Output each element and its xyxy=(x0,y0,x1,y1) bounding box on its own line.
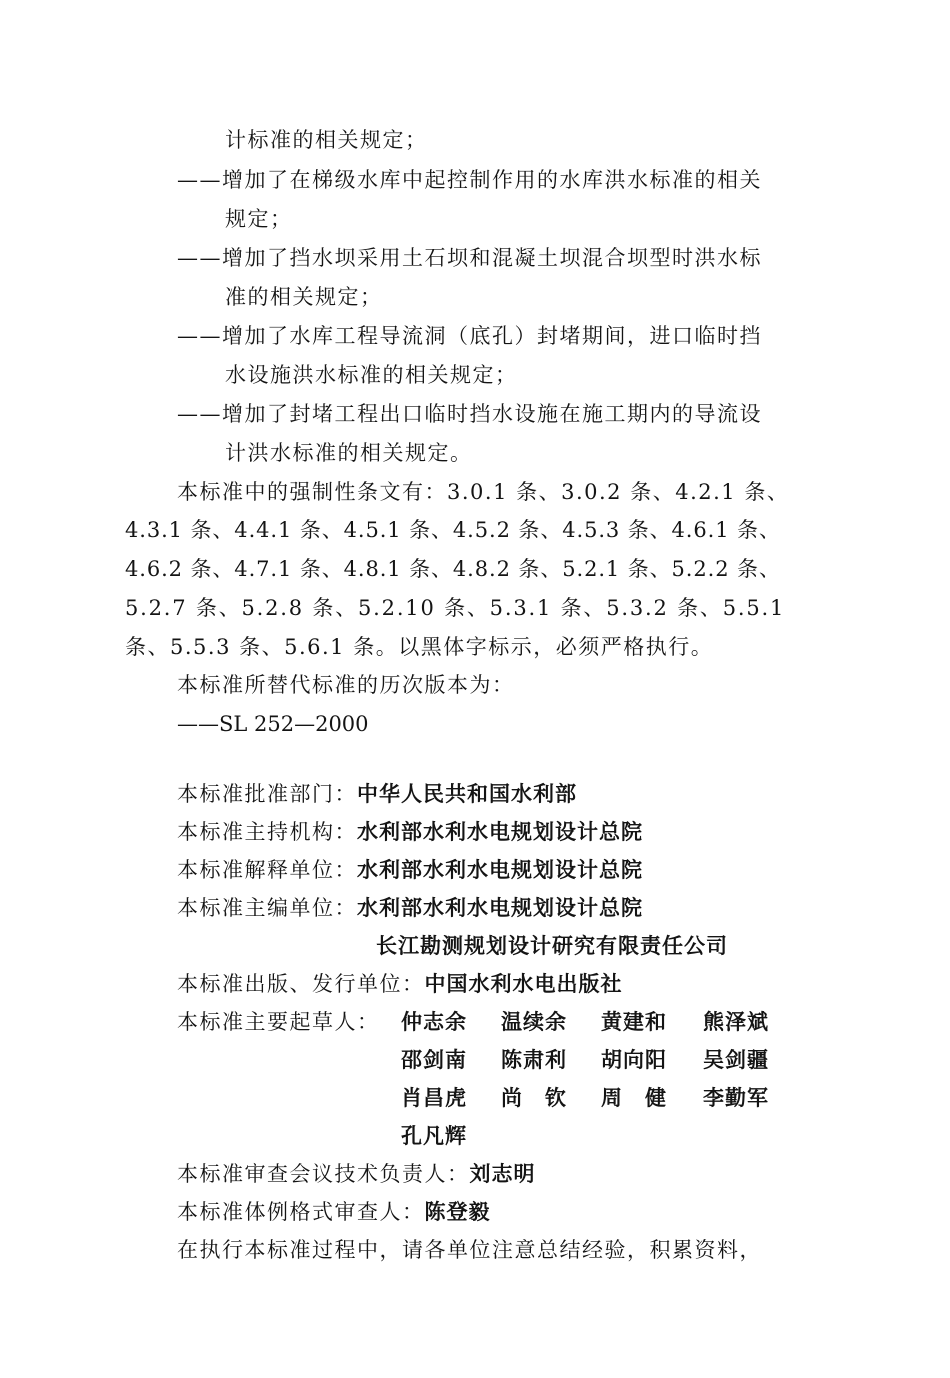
preface-item: ——增加了挡水坝采用土石坝和混凝土坝混合坝型时洪水标 xyxy=(177,246,762,270)
mandatory-clauses-line: 本标准中的强制性条文有：3.0.1 条、3.0.2 条、4.2.1 条、 xyxy=(177,480,790,504)
preface-line: 计标准的相关规定； xyxy=(225,128,428,152)
drafter-name: 尚 钦 xyxy=(501,1086,567,1110)
drafters-row xyxy=(401,1122,781,1150)
history-item: ——SL 252—2000 xyxy=(177,712,369,736)
format-review-row xyxy=(177,1198,491,1226)
preface-item-cont: 准的相关规定； xyxy=(225,285,383,309)
drafter-name: 仲志余 xyxy=(401,1010,467,1034)
approve-value: 中华人民共和国水利部 xyxy=(357,782,577,806)
approve-label: 本标准批准部门： xyxy=(177,782,357,806)
drafter-name: 李勤军 xyxy=(703,1086,769,1110)
editor-value-second: 长江勘测规划设计研究有限责任公司 xyxy=(376,934,728,958)
history-intro: 本标准所替代标准的历次版本为： xyxy=(177,673,515,697)
drafters-label: 本标准主要起草人： xyxy=(177,1010,380,1034)
drafter-name: 胡向阳 xyxy=(601,1048,667,1072)
preface-item: ——增加了封堵工程出口临时挡水设施在施工期内的导流设 xyxy=(177,402,762,426)
mandatory-clauses-line: 条、5.5.3 条、5.6.1 条。以黑体字标示，必须严格执行。 xyxy=(125,635,714,659)
publisher-value: 中国水利水电出版社 xyxy=(424,972,623,996)
drafter-name: 邵剑南 xyxy=(401,1048,467,1072)
drafter-name: 熊泽斌 xyxy=(703,1010,769,1034)
editor-value: 水利部水利水电规划设计总院 xyxy=(357,896,643,920)
publisher-label: 本标准出版、发行单位： xyxy=(177,972,425,996)
drafters-row xyxy=(401,1084,781,1112)
preface-item-cont: 规定； xyxy=(225,207,293,231)
drafter-name: 温续余 xyxy=(501,1010,567,1034)
closing-paragraph: 在执行本标准过程中，请各单位注意总结经验，积累资料， xyxy=(177,1238,762,1262)
editor-label: 本标准主编单位： xyxy=(177,896,357,920)
drafter-name: 陈肃利 xyxy=(501,1048,567,1072)
host-label: 本标准主持机构： xyxy=(177,820,357,844)
format-review-label: 本标准体例格式审查人： xyxy=(177,1200,425,1224)
drafter-name: 肖昌虎 xyxy=(401,1086,467,1110)
drafters-row xyxy=(401,1008,781,1036)
mandatory-clauses-line: 4.6.2 条、4.7.1 条、4.8.1 条、4.8.2 条、5.2.1 条、5.2.2 条、 xyxy=(125,557,781,581)
preface-item: ——增加了水库工程导流洞（底孔）封堵期间，进口临时挡 xyxy=(177,324,762,348)
review-tech-row xyxy=(177,1160,536,1188)
explain-row xyxy=(177,856,643,884)
editor-row xyxy=(177,894,643,922)
explain-label: 本标准解释单位： xyxy=(177,858,357,882)
preface-item-cont: 水设施洪水标准的相关规定； xyxy=(225,363,518,387)
preface-item: ——增加了在梯级水库中起控制作用的水库洪水标准的相关 xyxy=(177,168,762,192)
preface-item-cont: 计洪水标准的相关规定。 xyxy=(225,441,473,465)
review-tech-label: 本标准审查会议技术负责人： xyxy=(177,1162,470,1186)
mandatory-clauses-line: 4.3.1 条、4.4.1 条、4.5.1 条、4.5.2 条、4.5.3 条、4.6.1 条、 xyxy=(125,518,781,542)
mandatory-clauses-line: 5.2.7 条、5.2.8 条、5.2.10 条、5.3.1 条、5.3.2 条、5.5.1 xyxy=(125,596,786,620)
drafter-name: 周 健 xyxy=(601,1086,667,1110)
drafters-row xyxy=(401,1046,781,1074)
format-review-value: 陈登毅 xyxy=(424,1200,491,1224)
explain-value: 水利部水利水电规划设计总院 xyxy=(357,858,643,882)
publisher-row xyxy=(177,970,623,998)
host-value: 水利部水利水电规划设计总院 xyxy=(357,820,643,844)
review-tech-value: 刘志明 xyxy=(469,1162,536,1186)
drafter-name: 孔凡辉 xyxy=(401,1124,467,1148)
drafter-name: 吴剑疆 xyxy=(703,1048,769,1072)
approve-row xyxy=(177,780,577,808)
drafter-name: 黄建和 xyxy=(601,1010,667,1034)
host-row xyxy=(177,818,643,846)
